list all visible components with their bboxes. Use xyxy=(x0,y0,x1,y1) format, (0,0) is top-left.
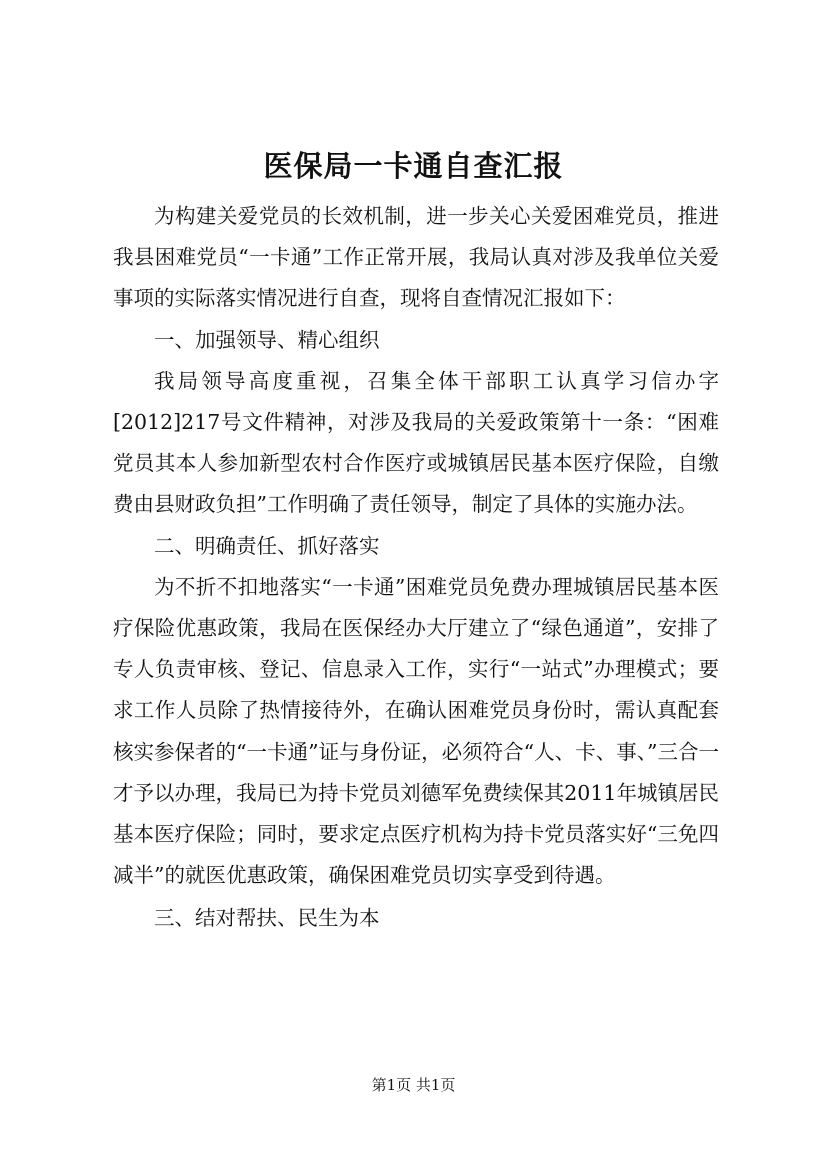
section-heading-3: 三、结对帮扶、民生为本 xyxy=(154,906,380,931)
paragraph-intro: 为构建关爱党员的长效机制，进一步关心关爱困难党员，推进我县困难党员“一卡通”工作正常开展，我局认真对涉及我单位关爱事项的实际落实情况进行自查，现将自查情况汇报如下： xyxy=(113,204,719,311)
section-heading-1: 一、加强领导、精心组织 xyxy=(154,327,380,352)
document-title: 医保局一卡通自查汇报 xyxy=(263,149,564,183)
paragraph-section-2: 为不折不扣地落实“一卡通”困难党员免费办理城镇居民基本医疗保险优惠政策，我局在医保经办大厅建立了“绿色通道”，安排了专人负责审核、登记、信息录入工作，实行“一站式”办理模式；要求工作人员除了热情接待外，在确认困难党员身份时，需认真配套核实参保者的“一卡通”证与身份证，必须符合“人、卡、事、”三合一才予以办理，我局已为持卡党员刘德军免费续保其2011年城镇居民基本医疗保险；同时，要求定点医疗机构为持卡党员落实好“三免四减半”的就医优惠政策，确保困难党员切实享受到待遇。 xyxy=(113,574,719,888)
paragraph-section-1: 我局领导高度重视，召集全体干部职工认真学习信办字[2012]217号文件精神，对涉及我局的关爱政策第十一条：“困难党员其本人参加新型农村合作医疗或城镇居民基本医疗保险，自缴费由县财政负担”工作明确了责任领导，制定了具体的实施办法。 xyxy=(113,368,719,517)
section-heading-2: 二、明确责任、抓好落实 xyxy=(154,533,380,558)
page-number-footer: 第1页 共1页 xyxy=(371,1076,456,1094)
document-body xyxy=(113,196,719,940)
